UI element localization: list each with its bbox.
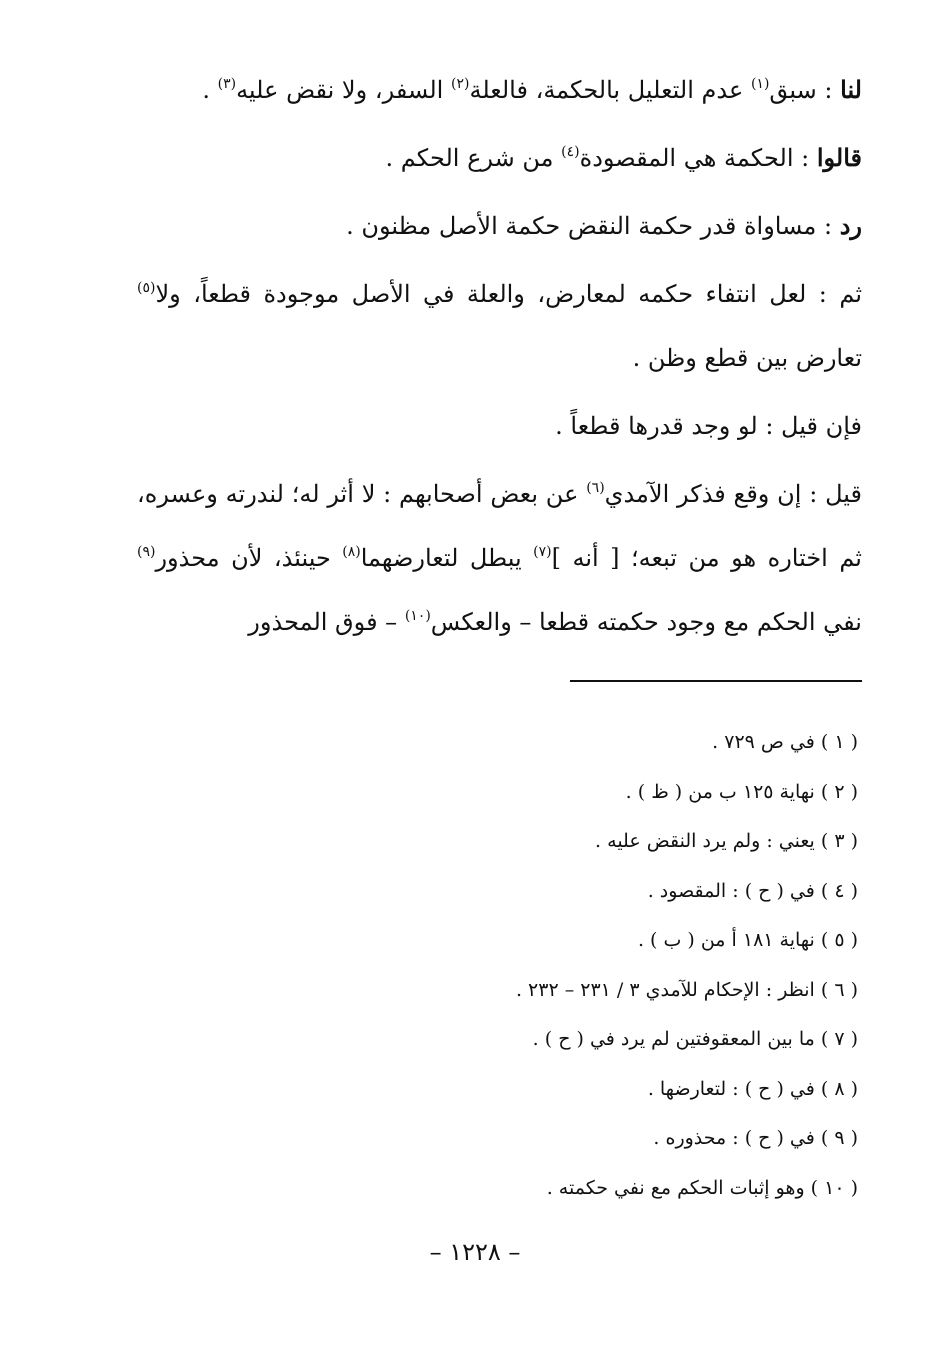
text-segment: يبطل لتعارضهما: [360, 544, 534, 572]
text-segment: تعارض بين قطع وظن .: [632, 344, 862, 372]
footnote-marker[interactable]: (٤): [561, 144, 580, 160]
paragraph-label: لنا: [840, 75, 862, 104]
footnote-item: ( ٧ ) ما بين المعقوفتين لم يرد في ( ح ) .: [532, 1028, 858, 1050]
footnote-marker[interactable]: (١): [750, 76, 770, 92]
paragraph: [137, 394, 862, 458]
footnote-marker[interactable]: (٨): [342, 544, 361, 560]
text-segment: السفر، ولا نقض عليه: [236, 76, 451, 104]
paragraph: [137, 126, 862, 190]
footnote-marker[interactable]: (٣): [217, 76, 237, 92]
page-number: – ١٢٢٨ –: [429, 1238, 521, 1266]
footnote-marker[interactable]: (٩): [137, 544, 156, 560]
paragraph: [137, 262, 862, 390]
paragraph: [137, 194, 862, 258]
footnote-separator: [570, 680, 862, 682]
text-segment: – فوق المحذور: [248, 608, 405, 636]
footnote-item: ( ٩ ) في ( ح ) : محذوره .: [653, 1127, 858, 1149]
footnote-item: ( ٢ ) نهاية ١٢٥ ب من ( ظ ) .: [625, 780, 858, 803]
footnote-item: ( ١٠ ) وهو إثبات الحكم مع نفي حكمته .: [546, 1176, 858, 1199]
text-segment: عدم التعليل بالحكمة، فالعلة: [469, 76, 751, 104]
footnote-item: ( ٨ ) في ( ح ) : لتعارضها .: [647, 1077, 858, 1100]
footnote-item: ( ٣ ) يعني : ولم يرد النقض عليه .: [595, 830, 858, 852]
text-segment: عن بعض أصحابهم : لا أثر له؛ لندرته وعسره، ثم اختاره هو من تبعه؛ [ أنه ]: [137, 480, 862, 572]
footnote-item: ( ٤ ) في ( ح ) : المقصود .: [647, 879, 858, 902]
text-segment: من شرع الحكم .: [385, 144, 562, 172]
paragraph-label: قالوا: [816, 143, 862, 172]
footnote-marker[interactable]: (١٠): [404, 608, 431, 624]
footnote-marker[interactable]: (٢): [450, 76, 470, 92]
footnotes: [138, 718, 858, 1213]
text-segment: قيل : إن وقع فذكر الآمدي: [604, 480, 862, 508]
text-segment: فإن قيل : لو وجد قدرها قطعاً .: [555, 412, 862, 440]
paragraph: [137, 462, 862, 654]
text-segment: : مساواة قدر حكمة النقض حكمة الأصل مظنون .: [346, 212, 840, 240]
footnote-item: ( ١ ) في ص ٧٢٩ .: [712, 731, 858, 753]
text-segment: : سبق: [769, 76, 841, 104]
text-segment: .: [202, 76, 218, 104]
footnote-marker[interactable]: (٥): [137, 280, 156, 296]
paragraph: [137, 58, 862, 122]
text-segment: نفي الحكم مع وجود حكمته قطعا – والعكس: [430, 608, 862, 636]
text-segment: : الحكمة هي المقصودة: [579, 144, 817, 172]
footnote-marker[interactable]: (٧): [533, 544, 552, 560]
text-segment: حينئذ، لأن محذور: [155, 544, 343, 572]
footnote-marker[interactable]: (٦): [586, 480, 605, 496]
footnote-item: ( ٦ ) انظر : الإحكام للآمدي ٣ / ٢٣١ – ٢٣٢ .: [515, 978, 858, 1001]
footnote-item: ( ٥ ) نهاية ١٨١ أ من ( ب ) .: [637, 929, 858, 951]
text-segment: ثم : لعل انتفاء حكمه لمعارض، والعلة في الأصل موجودة قطعاً، ولا: [155, 280, 863, 308]
paragraph-label: رد: [839, 211, 862, 240]
main-text: [137, 58, 862, 658]
